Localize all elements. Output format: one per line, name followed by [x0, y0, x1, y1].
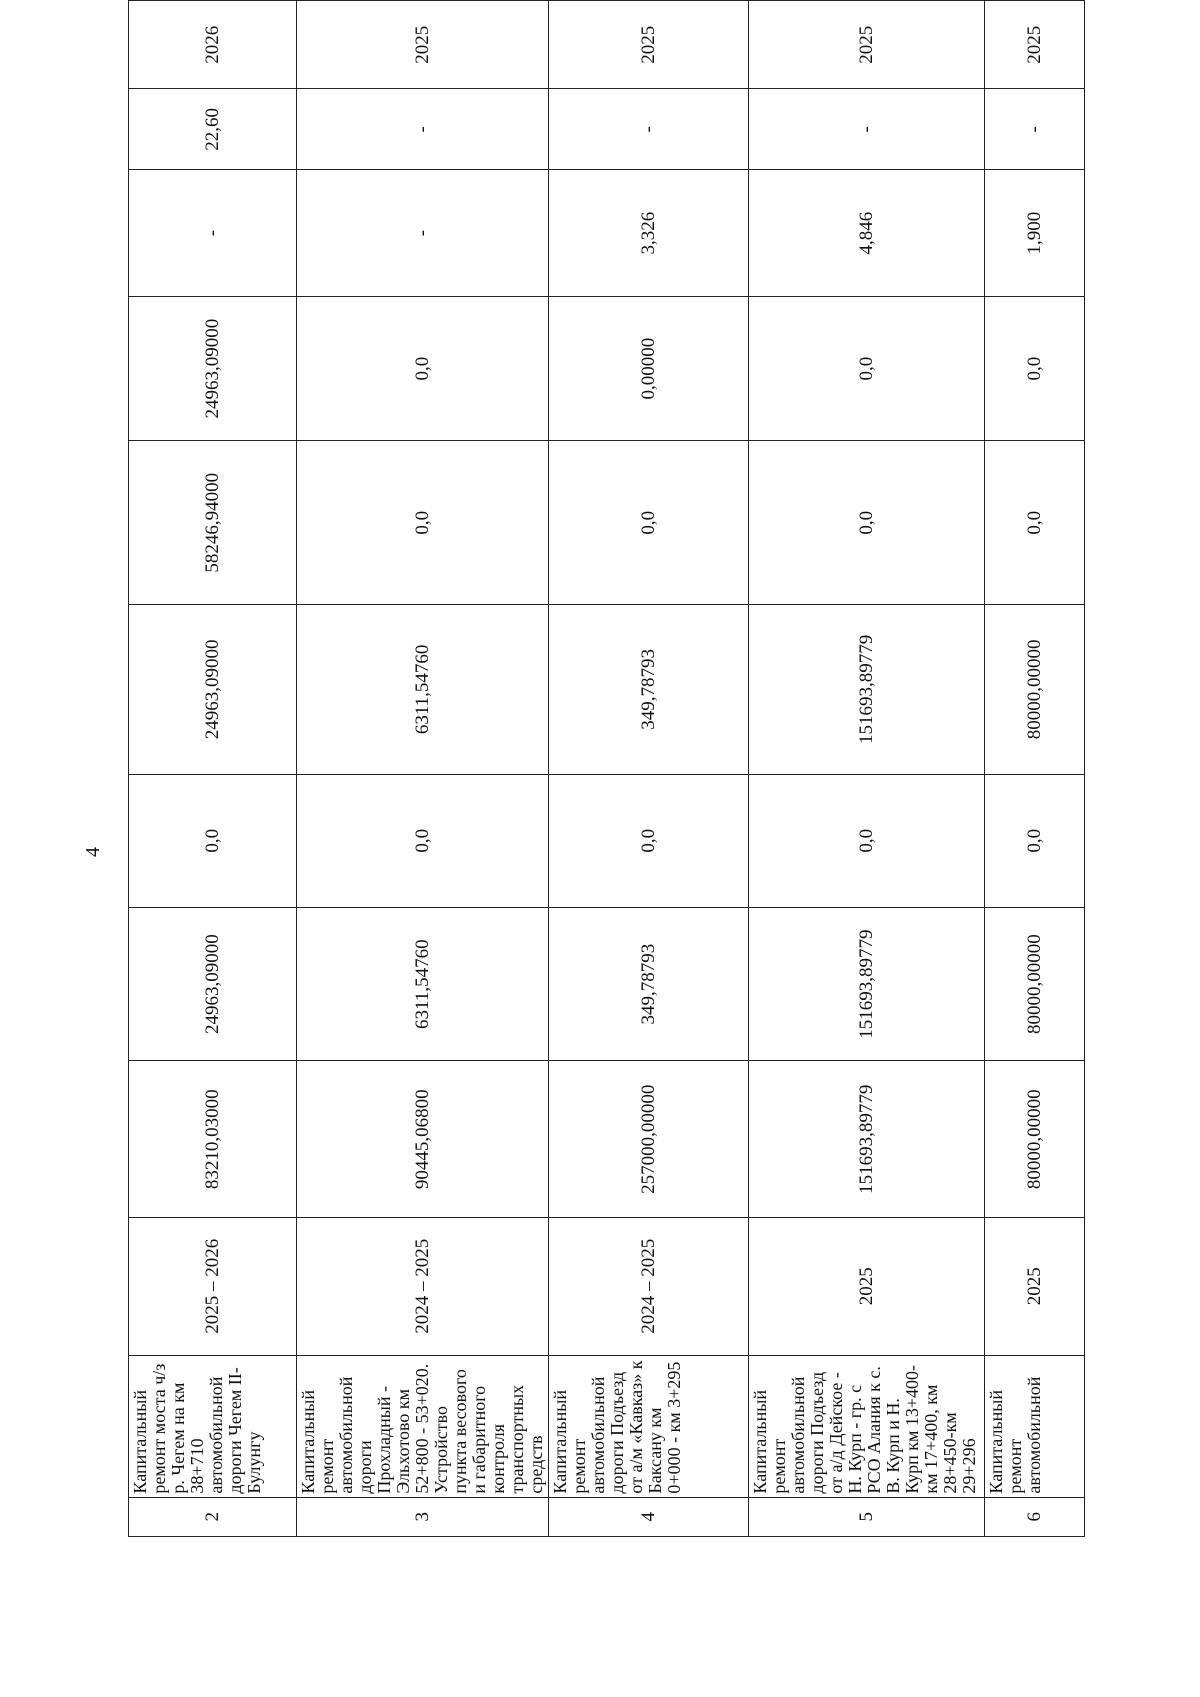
- value-cell: 349,78793: [549, 605, 749, 775]
- page-number: 4: [82, 847, 104, 857]
- table-row: [749, 1, 985, 1537]
- value-cell: 0,0: [549, 441, 749, 605]
- value-cell: 0,0: [985, 441, 1085, 605]
- length-cell: 3,326: [549, 170, 749, 296]
- value-cell: 24963,09000: [129, 296, 297, 441]
- value-cell: 0,0: [297, 296, 549, 441]
- value-cell: 6311,54760: [297, 907, 549, 1061]
- value-cell: 0,0: [129, 774, 297, 907]
- value-cell: 0,00000: [549, 296, 749, 441]
- length-cell: -: [297, 170, 549, 296]
- row-number: 2: [129, 1497, 297, 1536]
- value-cell: 0,0: [749, 441, 985, 605]
- year-cell: 2025: [749, 1, 985, 89]
- value-cell: 0,0: [985, 774, 1085, 907]
- value-cell: 0,0: [297, 441, 549, 605]
- length-cell: -: [297, 89, 549, 170]
- length-cell: -: [749, 89, 985, 170]
- value-cell: 24963,09000: [129, 605, 297, 775]
- object-description: Капитальный ремонт моста ч/з р. Чегем на км 38+710 автомобильной дороги Чегем II- Булунгу: [129, 1355, 297, 1497]
- realization-term: 2025: [749, 1217, 985, 1355]
- table-row: [129, 1, 297, 1537]
- length-cell: 1,900: [985, 170, 1085, 296]
- length-cell: 22,60: [129, 89, 297, 170]
- value-cell: 80000,00000: [985, 907, 1085, 1061]
- value-cell: 0,0: [749, 774, 985, 907]
- length-cell: 4,846: [749, 170, 985, 296]
- table-row: [549, 1, 749, 1537]
- year-cell: 2025: [985, 1, 1085, 89]
- value-cell: 0,0: [749, 296, 985, 441]
- object-description: Капитальный ремонт автомобильной дороги Подъезд от а/д Дейское - Н. Курп - гр. с РСО Алания к с. В. Курп и Н. Курп км 13+400-км 17+400, км 28+450-км 29+296: [749, 1355, 985, 1497]
- program-table: [128, 0, 1085, 1537]
- total-cost: 151693,89779: [749, 1061, 985, 1217]
- object-description: Капитальный ремонт автомобильной дороги Подъезд от а/м «Кавказ» к Баксану км 0+000 - км 3+295: [549, 1355, 749, 1497]
- realization-term: 2025: [985, 1217, 1085, 1355]
- total-cost: 257000,00000: [549, 1061, 749, 1217]
- total-cost: 90445,06800: [297, 1061, 549, 1217]
- row-number: 5: [749, 1497, 985, 1536]
- total-cost: 80000,00000: [985, 1061, 1085, 1217]
- year-cell: 2025: [297, 1, 549, 89]
- total-cost: 83210,03000: [129, 1061, 297, 1217]
- row-number: 3: [297, 1497, 549, 1536]
- value-cell: 0,0: [549, 774, 749, 907]
- value-cell: 24963,09000: [129, 907, 297, 1061]
- value-cell: 58246,94000: [129, 441, 297, 605]
- length-cell: -: [129, 170, 297, 296]
- value-cell: 151693,89779: [749, 605, 985, 775]
- realization-term: 2024 – 2025: [549, 1217, 749, 1355]
- length-cell: -: [549, 89, 749, 170]
- value-cell: 0,0: [297, 774, 549, 907]
- value-cell: 151693,89779: [749, 907, 985, 1061]
- value-cell: 349,78793: [549, 907, 749, 1061]
- row-number: 6: [985, 1497, 1085, 1536]
- table-row: [985, 1, 1085, 1537]
- value-cell: 80000,00000: [985, 605, 1085, 775]
- table-row: [297, 1, 549, 1537]
- object-description: Капитальный ремонт автомобильной: [985, 1355, 1085, 1497]
- realization-term: 2024 – 2025: [297, 1217, 549, 1355]
- year-cell: 2025: [549, 1, 749, 89]
- row-number: 4: [549, 1497, 749, 1536]
- value-cell: 0,0: [985, 296, 1085, 441]
- realization-term: 2025 – 2026: [129, 1217, 297, 1355]
- object-description: Капитальный ремонт автомобильной дороги Прохладный - Эльхотово км 52+800 - 53+020. Устройство пункта весового и габаритного контроля транспортных средств: [297, 1355, 549, 1497]
- value-cell: 6311,54760: [297, 605, 549, 775]
- year-cell: 2026: [129, 1, 297, 89]
- length-cell: -: [985, 89, 1085, 170]
